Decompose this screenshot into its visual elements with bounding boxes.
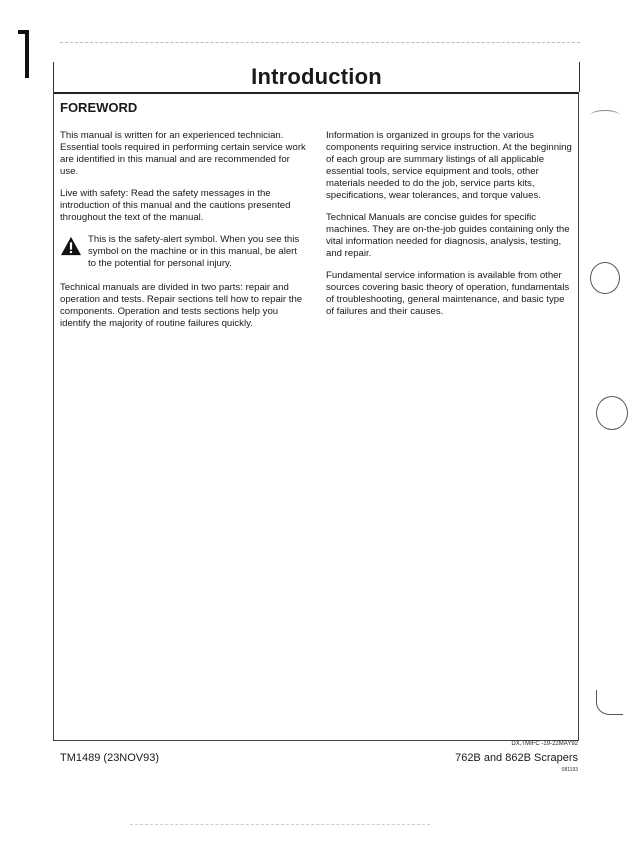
manual-number: TM1489 (23NOV93) <box>60 752 160 764</box>
paragraph: This manual is written for an experienced technician. Essential tools required in performing certain service work are identified in this manual and are recommended for use. <box>60 130 306 177</box>
right-column <box>326 130 572 328</box>
paragraph: Information is organized in groups for the various components requiring service instruction. At the beginning of each group are summary listings of all applicable essential tools, service equipment and tools, other materials needed to do the job, service parts kits, specifications, wear tolerances, and torque values. <box>326 130 572 201</box>
binder-hole-icon <box>596 690 623 715</box>
left-column <box>60 130 306 340</box>
paragraph: Fundamental service information is available from other sources covering basic theory of operation, fundamentals of troubleshooting, general maintenance, and basic type of failures and their causes. <box>326 270 570 317</box>
page-title: Introduction <box>251 64 382 89</box>
binder-hole-icon <box>596 396 628 430</box>
page-date-code: 081193 <box>561 767 578 773</box>
warning-text: This is the safety-alert symbol. When you see this symbol on the machine or in this manual, be alert to the potential for personal injury. <box>88 234 300 269</box>
paragraph: Live with safety: Read the safety messages in the introduction of this manual and the cautions presented throughout the text of the manual. <box>60 188 291 223</box>
bottom-edge-line <box>130 824 430 825</box>
paragraph: Technical manuals are divided in two parts: repair and operation and tests. Repair sections tell how to repair the components. Operation and tests sections help you identify the majority of routine failures quickly. <box>60 282 303 329</box>
binder-hole-icon <box>590 110 620 121</box>
paragraph: Technical Manuals are concise guides for specific machines. They are on-the-job guides containing only the vital information needed for diagnosis, analysis, testing, and repair. <box>326 212 570 259</box>
manual-subject: 762B and 862B Scrapers <box>455 752 578 764</box>
safety-alert-icon <box>60 236 82 256</box>
corner-mark-vertical <box>25 34 29 78</box>
binder-hole-icon <box>590 262 620 294</box>
safety-warning <box>60 234 306 270</box>
document-code: DX,TMIFC -19-22MAY92 <box>511 741 578 747</box>
section-heading: FOREWORD <box>60 100 138 115</box>
top-edge-line <box>60 42 580 43</box>
